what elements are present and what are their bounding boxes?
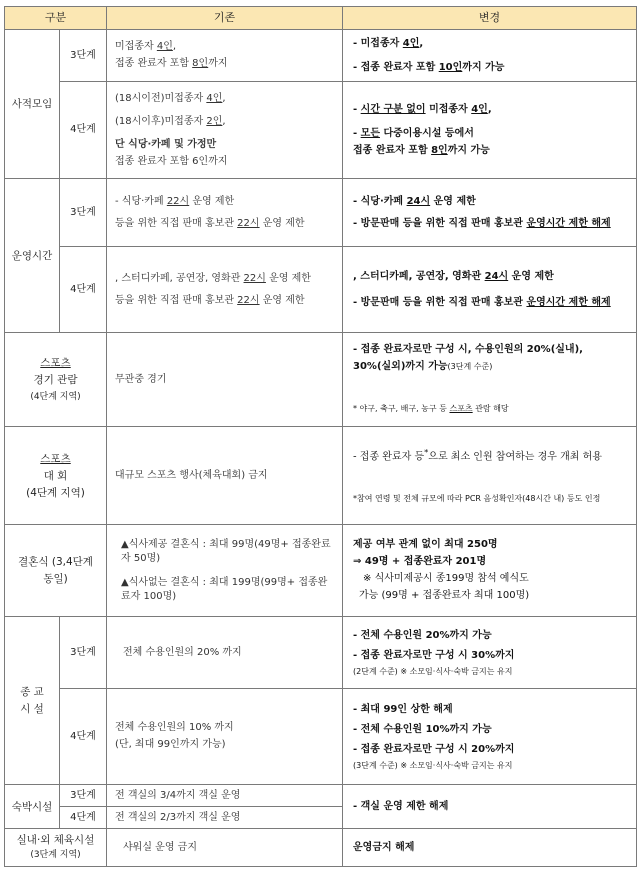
header-category: 구분 (5, 7, 107, 30)
after-cell: - 전체 수용인원 20%까지 가능 - 접종 완료자로만 구성 시 30%까지 (2단계 수준) ※ 소모임·식사·숙박 금지는 유지 (343, 617, 637, 689)
before-cell: 전 객실의 2/3까지 객실 운영 (107, 807, 343, 829)
stage-label: 3단계 (60, 785, 107, 807)
gym-category: 실내·외 체육시설 (3단계 지역) (5, 829, 107, 867)
lodging-stage3-row (5, 785, 637, 807)
before-cell: ▲식사제공 결혼식 : 최대 99명(49명+ 접종완료자 50명) ▲식사없는 결혼식 : 최대 199명(99명+ 접종완료자 100명) (107, 525, 343, 617)
wedding-row (5, 525, 637, 617)
header-before: 기존 (107, 7, 343, 30)
before-cell: 전체 수용인원의 20% 까지 (107, 617, 343, 689)
religion-category: 종 교 시 설 (5, 617, 60, 785)
stage-label: 3단계 (60, 617, 107, 689)
sports-watch-category: 스포츠 경기 관람 (4단계 지역) (5, 333, 107, 427)
stage-label: 4단계 (60, 82, 107, 179)
after-cell: - 접종 완료자 등*으로 최소 인원 참여하는 경우 개최 허용 *참여 연령 및 전체 규모에 따라 PCR 음성확인자(48시간 내) 등도 인정 (343, 427, 637, 525)
gym-row (5, 829, 637, 867)
hours-category: 운영시간 (5, 179, 60, 333)
comparison-table (4, 6, 637, 867)
private-gathering-category: 사적모임 (5, 30, 60, 179)
stage-label: 4단계 (60, 247, 107, 333)
stage-label: 4단계 (60, 807, 107, 829)
private-gathering-stage4-row (5, 82, 637, 179)
sports-watch-row (5, 333, 637, 427)
religion-stage3-row (5, 617, 637, 689)
before-cell: 무관중 경기 (107, 333, 343, 427)
sports-event-row (5, 427, 637, 525)
after-cell: 제공 여부 관계 없이 최대 250명 ⇒ 49명 + 접종완료자 201명 ※ 식사미제공시 종199명 참석 예식도 가능 (99명 + 접종완료자 최대 100명) (343, 525, 637, 617)
after-cell: 운영금지 해제 (343, 829, 637, 867)
stage-label: 4단계 (60, 689, 107, 785)
after-cell: - 객실 운영 제한 해제 (343, 785, 637, 829)
before-cell: 전체 수용인원의 10% 까지 (단, 최대 99인까지 가능) (107, 689, 343, 785)
hours-stage3-row (5, 179, 637, 247)
after-cell: , 스터디카페, 공연장, 영화관 24시 운영 제한 - 방문판매 등을 위한 직접 판매 홍보관 운영시간 제한 해제 (343, 247, 637, 333)
lodging-category: 숙박시설 (5, 785, 60, 829)
before-cell: , 스터디카페, 공연장, 영화관 22시 운영 제한 등을 위한 직접 판매 홍보관 22시 운영 제한 (107, 247, 343, 333)
stage-label: 3단계 (60, 179, 107, 247)
before-cell: 전 객실의 3/4까지 객실 운영 (107, 785, 343, 807)
after-cell: - 최대 99인 상한 해제 - 전체 수용인원 10%까지 가능 - 접종 완료자로만 구성 시 20%까지 (3단계 수준) ※ 소모임·식사·숙박 금지는 유지 (343, 689, 637, 785)
before-cell: 미접종자 4인, 접종 완료자 포함 8인까지 (107, 30, 343, 82)
before-cell: - 식당·카페 22시 운영 제한 등을 위한 직접 판매 홍보관 22시 운영 제한 (107, 179, 343, 247)
wedding-category: 결혼식 (3,4단계 동일) (5, 525, 107, 617)
after-cell: - 시간 구분 없이 미접종자 4인, - 모든 다중이용시설 등에서 접종 완료자 포함 8인까지 가능 (343, 82, 637, 179)
hours-stage4-row (5, 247, 637, 333)
private-gathering-stage3-row (5, 30, 637, 82)
sports-event-category: 스포츠 대 회 (4단계 지역) (5, 427, 107, 525)
before-cell: (18시이전)미접종자 4인, (18시이후)미접종자 2인, 단 식당·카페 및 가정만 접종 완료자 포함 6인까지 (107, 82, 343, 179)
stage-label: 3단계 (60, 30, 107, 82)
before-cell: 샤워실 운영 금지 (107, 829, 343, 867)
after-cell: - 미접종자 4인, - 접종 완료자 포함 10인까지 가능 (343, 30, 637, 82)
header-row (5, 7, 637, 30)
religion-stage4-row (5, 689, 637, 785)
after-cell: - 식당·카페 24시 운영 제한 - 방문판매 등을 위한 직접 판매 홍보관 운영시간 제한 해제 (343, 179, 637, 247)
before-cell: 대규모 스포츠 행사(체육대회) 금지 (107, 427, 343, 525)
after-cell: - 접종 완료자로만 구성 시, 수용인원의 20%(실내), 30%(실외)까지 가능(3단계 수준) * 야구, 축구, 배구, 농구 등 스포츠 관람 해당 (343, 333, 637, 427)
header-after: 변경 (343, 7, 637, 30)
